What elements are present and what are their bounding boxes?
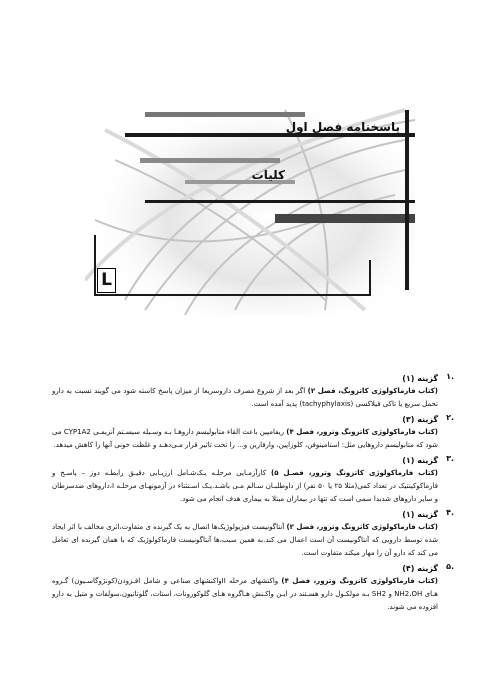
answer-explanation	[52, 385, 438, 411]
answer-text: کارآزمـایی مرحلـه یـک‌شـامل ارزیـابی دقیـق رابطـه دوز – پاسـخ و فارماکوکینتیک در تعداد کمی(مثلا ۲۵ یا ۵۰ نفر) از داوطلبـان سـالم مـی باشـد.یـک اسـتثناء در آزمونهـای مرحلـه I،داروهای ضدسرطان و سایر داروهای شدیدا سمی است که تنها در بیماران مبتلا به بیماری هدف انجام می شود.	[52, 469, 438, 503]
answer-item	[52, 413, 454, 452]
answer-explanation	[52, 575, 438, 614]
chapter-subtitle: کلیات	[251, 168, 285, 182]
answer-source: (کتاب فارماکولوژی کاتزونگ وترور، فصل ۴)	[281, 577, 438, 585]
answer-explanation	[52, 521, 438, 560]
answer-number: ۴.	[446, 508, 454, 517]
answer-number: ۲.	[446, 413, 454, 422]
answer-text: ریفامپین باعث القاء متابولیسم داروهـا بـه وسـیله سیسـتم آنزیمـی CYP1A2 می شود که متابولیسم داروهایی مثل: استامینوفن، کلوزاپین، وارفارین و... را تحت تاثیر قرار مـی‌دهـد و غلظت خونی آنها را کاهش میدهد.	[52, 428, 438, 449]
answer-item	[52, 562, 454, 614]
answer-item	[51, 508, 454, 560]
answer-text: آنتاگونیست فیزیولوژیک‌ها اتصال به یک گیرنده ی متفاوت،اثری مخالف با اثر ایجاد شده توسط دارویی که آنتاگونیست آن است اعمال می کند.به همین سبب،ها آنتاگونیست فارماکولوژیک که با همان گیرنده ای تعامل می کند که دارو آن را مهار میکند متفاوت است.	[51, 523, 438, 557]
answer-item	[52, 372, 454, 411]
answer-option: گزینه (۴)	[402, 564, 438, 573]
answer-explanation	[52, 426, 438, 452]
chapter-title: پاسخنامه فصل اول	[285, 120, 400, 134]
answer-source: (کتاب فارماکولوژی کاتزونگ وترور، فصل ۴)	[286, 428, 438, 436]
answer-text: واکنشهای مرحله IIواکنشهای صناعی و شامل افـزودن(کونژوگاسـیون) گـروه هـای NH2،OH و SH2 بـه مولکـول دارو هسـتند در ایـن واکـنش هـاگروه هـای گلوکورونات، استات، گلوتاتیون،سولفات و متیل به دارو افزوده می شوند.	[52, 577, 438, 611]
answer-option: گزینه (۱)	[402, 456, 438, 465]
answer-item	[52, 454, 454, 506]
answer-source: (کتاب فارماکولوژی کاتزونگ وترور، فصـل ۵)	[270, 469, 439, 477]
answer-number: ۵.	[446, 562, 454, 571]
answer-text: اگر بعد از شروع مصرف داروسریعا از میزان پاسخ کاسته شود می گویند نسبت به دارو تحمل سریع یا تاکی فیلاکسی (tachyphylaxis) پدید آمده است.	[52, 387, 438, 408]
answer-option: گزینه (۱)	[402, 374, 438, 383]
chapter-letter-badge: L	[97, 268, 116, 293]
answer-option: گزینه (۳)	[402, 415, 438, 424]
answer-source: (کتاب فارماکولوژی کاتزونگ، فصل ۲)	[307, 387, 438, 395]
answer-option: گزینه (۱)	[402, 510, 438, 519]
answer-explanation	[52, 467, 438, 506]
answer-number: ۱.	[446, 372, 454, 381]
answer-list	[51, 372, 454, 616]
answer-source: (کتاب فارماکولوژی کاتزونگ وترور، فصل ۲)	[286, 523, 438, 531]
answer-number: ۳.	[446, 454, 454, 463]
